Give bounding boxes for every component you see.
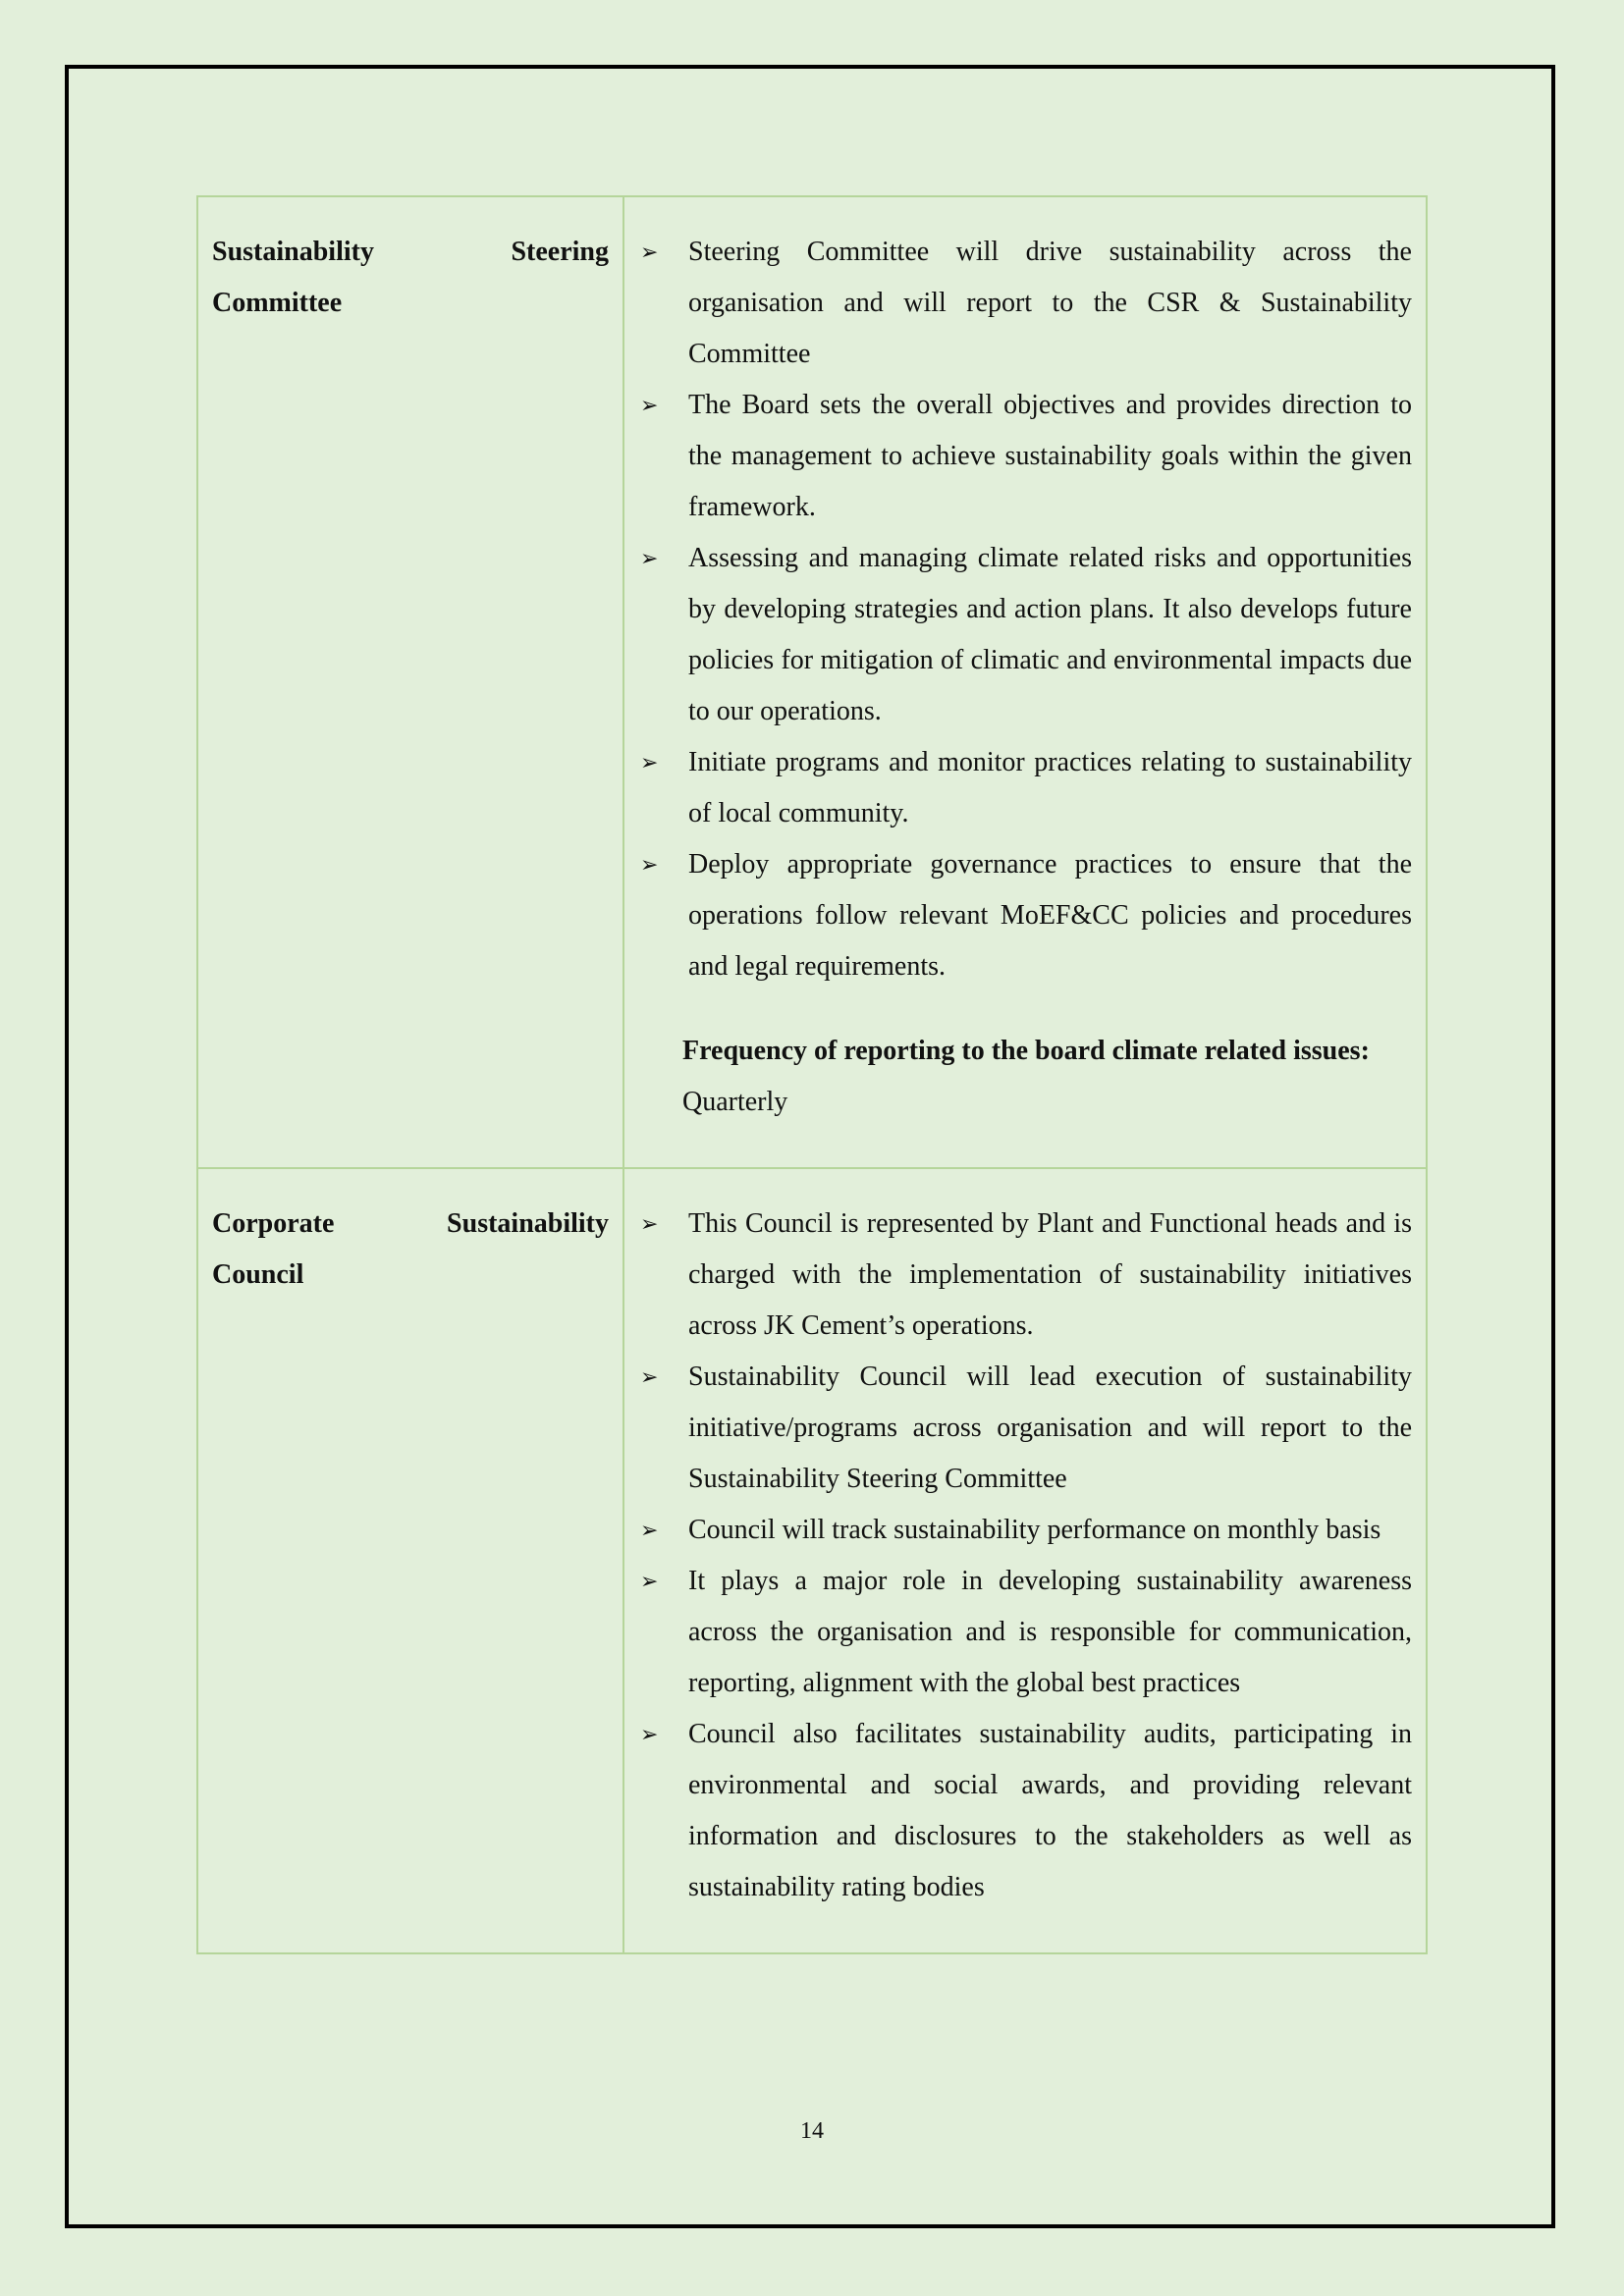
description-cell	[623, 196, 1427, 1168]
list-item-text: Deploy appropriate governance practices to ensure that the operations follow relevant MoEF&CC policies and procedures and legal requirements.	[688, 849, 1412, 982]
arrow-bullet-icon: ➢	[640, 546, 659, 570]
arrow-bullet-icon: ➢	[640, 1518, 659, 1542]
page-number: 14	[800, 2118, 824, 2144]
list-item	[638, 1709, 1412, 1913]
list-item-text: Steering Committee will drive sustainability across the organisation and will report to the CSR & Sustainability Committee	[688, 237, 1412, 369]
role-cell	[197, 1168, 623, 1953]
governance-table	[196, 195, 1428, 1954]
list-item-text: Assessing and managing climate related risks and opportunities by developing strategies and action plans. It also develops future policies for mitigation of climatic and environmental impacts due to our operations.	[688, 543, 1412, 726]
arrow-bullet-icon: ➢	[640, 750, 659, 774]
role-title-word: Sustainability	[212, 237, 374, 267]
arrow-bullet-icon: ➢	[640, 1722, 659, 1746]
arrow-bullet-icon: ➢	[640, 393, 659, 417]
bullet-list	[638, 227, 1412, 992]
list-item	[638, 737, 1412, 839]
role-title-word: Steering	[511, 237, 609, 267]
list-item-text: Initiate programs and monitor practices relating to sustainability of local community.	[688, 747, 1412, 828]
table-row	[197, 196, 1427, 1168]
arrow-bullet-icon: ➢	[640, 240, 659, 264]
table-row	[197, 1168, 1427, 1953]
list-item-text: Council also facilitates sustainability audits, participating in environmental and social awards, and providing relevant information and disclosures to the stakeholders as well as sustainability rating bodies	[688, 1719, 1412, 1902]
role-title	[212, 1199, 609, 1301]
role-title	[212, 227, 609, 329]
role-title-word: Council	[212, 1259, 304, 1290]
arrow-bullet-icon: ➢	[640, 852, 659, 877]
role-title-word: Corporate	[212, 1208, 335, 1239]
list-item	[638, 227, 1412, 380]
list-item	[638, 1352, 1412, 1505]
list-item	[638, 380, 1412, 533]
role-title-word: Sustainability	[447, 1208, 609, 1239]
list-item	[638, 1556, 1412, 1709]
arrow-bullet-icon: ➢	[640, 1364, 659, 1389]
role-title-word: Committee	[212, 288, 343, 318]
list-item-text: Council will track sustainability performance on monthly basis	[688, 1515, 1381, 1545]
list-item-text: It plays a major role in developing sustainability awareness across the organisation and is responsible for communication, reporting, alignment with the global best practices	[688, 1566, 1412, 1698]
description-cell	[623, 1168, 1427, 1953]
list-item	[638, 1505, 1412, 1556]
list-item-text: This Council is represented by Plant and Functional heads and is charged with the implementation of sustainability initiatives across JK Cement’s operations.	[688, 1208, 1412, 1341]
list-item	[638, 1199, 1412, 1352]
list-item	[638, 533, 1412, 737]
arrow-bullet-icon: ➢	[640, 1569, 659, 1593]
role-cell	[197, 196, 623, 1168]
list-item-text: Sustainability Council will lead execution of sustainability initiative/programs across organisation and will report to the Sustainability Steering Committee	[688, 1362, 1412, 1494]
reporting-frequency-label: Frequency of reporting to the board climate related issues:	[682, 1036, 1370, 1066]
list-item-text: The Board sets the overall objectives and provides direction to the management to achieve sustainability goals within the given framework.	[688, 390, 1412, 522]
reporting-frequency-value: Quarterly	[682, 1087, 788, 1117]
list-item	[638, 839, 1412, 992]
bullet-list	[638, 1199, 1412, 1913]
arrow-bullet-icon: ➢	[640, 1211, 659, 1236]
reporting-frequency	[638, 1026, 1412, 1128]
